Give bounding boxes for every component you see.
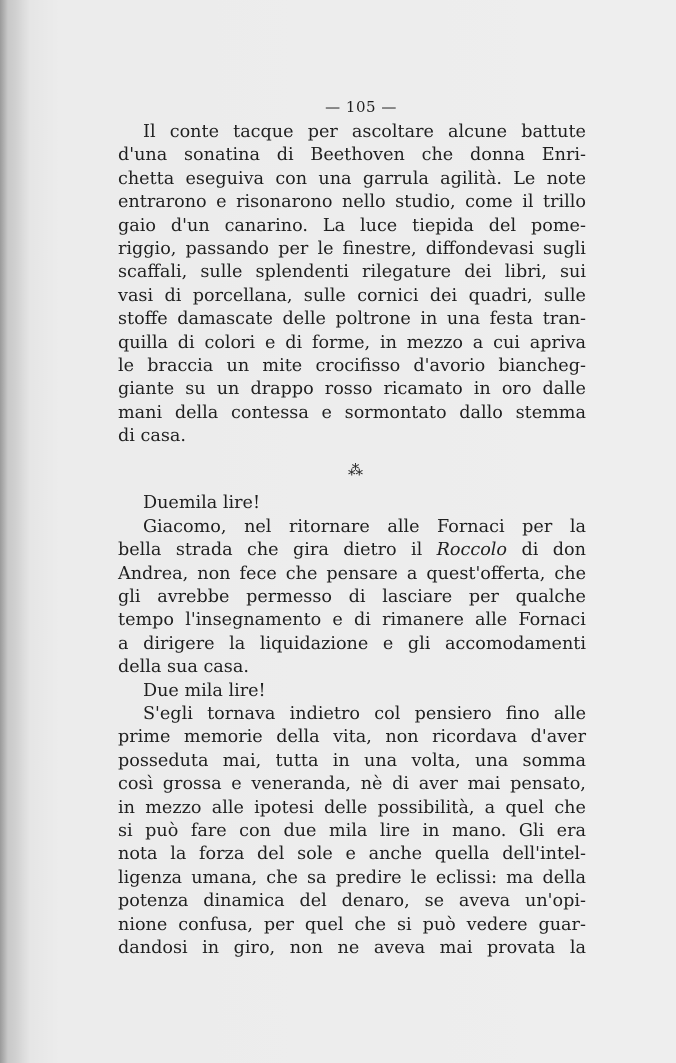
text-line: bella strada che gira dietro il Roccolo di don	[118, 540, 586, 561]
text-line: d'una sonatina di Beethoven che donna Enri-	[118, 145, 586, 166]
text-line: tempo l'insegnamento e di rimanere alle Fornaci	[118, 610, 586, 631]
page-text-block	[118, 94, 586, 960]
paragraph	[118, 680, 586, 703]
text-line: Giacomo, nel ritornare alle Fornaci per la	[143, 516, 586, 537]
text-line: di casa.	[118, 426, 186, 447]
text-line: S'egli tornava indietro col pensiero fino alle	[143, 703, 586, 724]
page-number: — 105 —	[325, 98, 397, 116]
text-line: così grossa e veneranda, nè di aver mai pensato,	[118, 774, 586, 795]
page-body	[118, 121, 586, 960]
text-line: prime memorie della vita, non ricordava d'aver	[118, 727, 586, 748]
text-line: entrarono e risonarono nello studio, come il trillo	[118, 192, 586, 213]
text-line: Andrea, non fece che pensare a quest'offerta, che	[118, 563, 586, 584]
text-line: nota la forza del sole e anche quella dell'intel-	[118, 844, 586, 865]
text-line: riggio, passando per le finestre, diffondevasi sugli	[118, 238, 586, 259]
text-line: potenza dinamica del denaro, se aveva un'opi-	[118, 891, 586, 912]
text-line: le braccia un mite crocifisso d'avorio biancheg-	[118, 355, 586, 376]
text-line: ligenza umana, che sa predire le eclissi: ma della	[118, 867, 586, 888]
text-line: della sua casa.	[118, 657, 249, 678]
text-line: a dirigere la liquidazione e gli accomodamenti	[118, 633, 586, 654]
text-line: mani della contessa e sormontato dallo stemma	[118, 402, 586, 423]
text-line: quilla di colori e di forme, in mezzo a cui apriva	[118, 332, 586, 353]
text-line: in mezzo alle ipotesi delle possibilità, a quel che	[118, 797, 586, 818]
text-line: Due mila lire!	[143, 680, 266, 701]
paragraph	[118, 516, 586, 680]
paragraph	[118, 492, 586, 515]
binding-gutter-shadow	[0, 0, 30, 1063]
text-line: stoffe damascate delle poltrone in una festa tran-	[118, 309, 586, 330]
paragraph	[118, 121, 586, 448]
paragraph	[118, 703, 586, 960]
text-line: posseduta mai, tutta in una volta, una somma	[118, 750, 586, 771]
text-line: gaio d'un canarino. La luce tiepida del pome-	[118, 215, 586, 236]
text-line: Il conte tacque per ascoltare alcune battute	[143, 122, 586, 142]
text-line: si può fare con due mila lire in mano. Gli era	[118, 820, 586, 841]
text-line: gli avrebbe permesso di lasciare per qualche	[118, 587, 586, 608]
text-line: Duemila lire!	[143, 493, 261, 514]
text-line: scaffali, sulle splendenti rilegature dei libri, sui	[118, 262, 586, 283]
text-line: giante su un drappo rosso ricamato in oro dalle	[118, 379, 586, 400]
section-asterism: ⁂	[348, 461, 364, 480]
text-line: nione confusa, per quel che si può vedere guar-	[118, 914, 586, 935]
text-line: dandosi in giro, non ne aveva mai provata la	[118, 937, 586, 958]
text-line: chetta eseguiva con una garrula agilità. Le note	[118, 168, 586, 189]
text-line: vasi di porcellana, sulle cornici dei quadri, sulle	[118, 285, 586, 306]
